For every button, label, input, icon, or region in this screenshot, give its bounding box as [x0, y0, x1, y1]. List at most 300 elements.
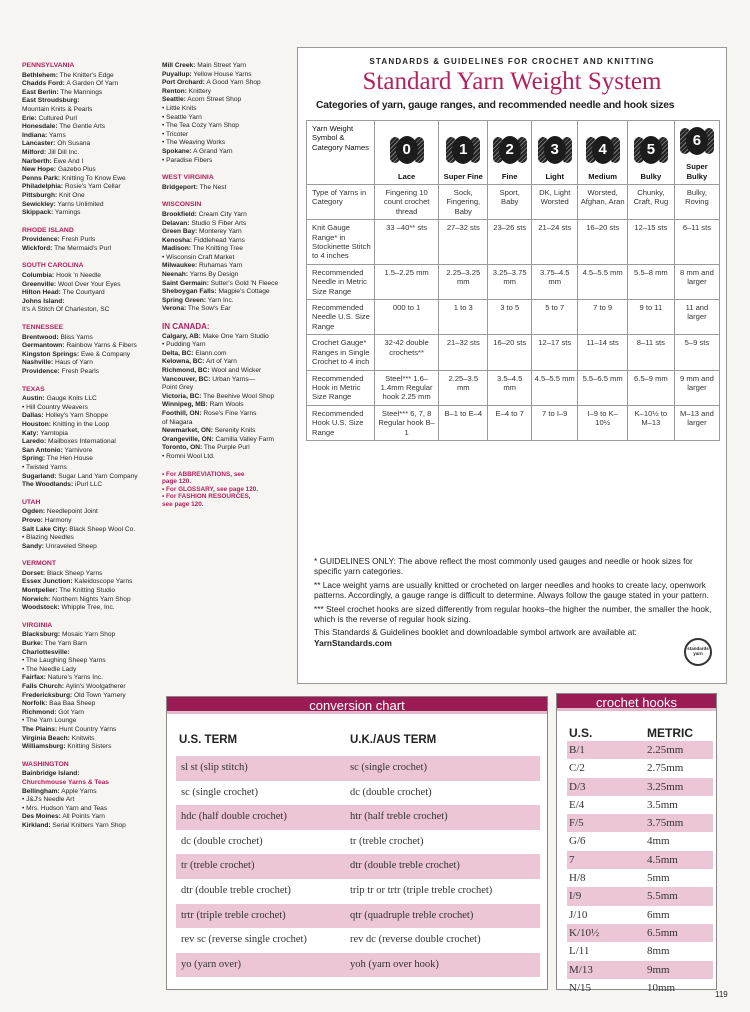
weight-name: Bulky	[640, 171, 662, 181]
store-name: Gauge Knits LLC	[46, 395, 97, 403]
note-1: * GUIDELINES ONLY: The above reflect the most commonly used gauges and needle or hook sizes for specific yarn categories.	[314, 556, 693, 577]
store-name: Ewe & Company	[81, 350, 131, 358]
store-name: Black Sheep Wool Co.	[69, 525, 136, 533]
store-entry	[162, 280, 292, 289]
store-city: Newmarket, ON:	[162, 427, 213, 435]
store-city: Columbia:	[22, 272, 55, 280]
store-city: Seattle:	[162, 96, 186, 104]
state-section	[22, 324, 160, 377]
state-section	[22, 62, 160, 218]
uk-term: qtr (quadruple treble crochet)	[350, 909, 474, 921]
store-entry	[162, 96, 292, 105]
yarn-standards-link[interactable]: YarnStandards.com	[314, 637, 392, 648]
store-name: Ewe And I	[53, 157, 84, 165]
table-cell: Steel*** 6, 7, 8 Regular hook B–1	[375, 405, 439, 440]
store-city: Skippack:	[22, 209, 54, 217]
yarn-weight-header-row	[307, 121, 720, 185]
store-entry	[22, 175, 160, 184]
store-entry	[22, 526, 160, 535]
hook-row	[567, 979, 713, 997]
state-heading: PENNSYLVANIA	[22, 62, 75, 69]
store-entry	[22, 245, 160, 254]
store-entry	[22, 298, 160, 307]
weight-name: Super Fine	[443, 171, 483, 181]
store-entry	[22, 140, 160, 149]
store-city: Blacksburg:	[22, 631, 61, 639]
hook-row	[567, 741, 713, 759]
store-name: Needlepoint Joint	[46, 508, 98, 516]
store-city: Chadds Ford:	[22, 80, 65, 88]
table-cell: 9 to 11	[627, 300, 674, 335]
store-name: The Mermaid's Purl	[54, 244, 112, 252]
store-entry	[22, 700, 160, 709]
store-city: East Stroudsburg:	[22, 97, 80, 105]
store-city: Sewickley:	[22, 200, 56, 208]
store-city: Orangeville, ON:	[162, 435, 214, 443]
table-cell: 11 and larger	[674, 300, 719, 335]
store-entry	[162, 157, 292, 166]
store-entry	[22, 158, 160, 167]
store-name: A Good Yarn Shop	[206, 79, 261, 87]
store-entry	[22, 412, 160, 421]
store-name: The Knitter's Edge	[59, 71, 114, 79]
row-label: Recommended Needle in Metric Size Range	[307, 264, 375, 299]
table-cell: 21–24 sts	[532, 220, 578, 265]
store-entry	[22, 770, 160, 779]
store-city: Williamsburg:	[22, 743, 66, 751]
hook-row	[567, 869, 713, 887]
hook-metric-size: 9mm	[647, 963, 670, 976]
state-heading: WISCONSIN	[162, 201, 202, 209]
store-city: Spring Green:	[162, 296, 206, 304]
page-number: 119	[715, 990, 728, 999]
store-name: Bliss Yarns	[60, 333, 93, 341]
table-cell: Fingering 10 count crochet thread	[375, 185, 439, 220]
store-entry	[22, 421, 160, 430]
state-heading: WASHINGTON	[22, 760, 69, 768]
weight-column-header	[439, 121, 488, 185]
store-entry	[22, 447, 160, 456]
store-name: iPurl LLC	[75, 481, 103, 489]
store-city: Foothill, ON:	[162, 409, 202, 417]
store-city: Johns Island:	[22, 297, 65, 305]
store-entry	[22, 666, 160, 675]
store-entry	[22, 89, 160, 98]
store-city: Churchmouse Yarns & Teas	[22, 778, 109, 786]
store-name: The Knitting Studio	[59, 587, 115, 595]
store-city: Philadelphia:	[22, 183, 64, 191]
weight-column-header	[627, 121, 674, 185]
weight-number: 2	[499, 136, 521, 164]
hooks-metric-header: METRIC	[647, 726, 693, 740]
store-city: Ogden:	[22, 508, 46, 516]
hook-metric-size: 6mm	[647, 908, 670, 921]
note-2: ** Lace weight yarns are usually knitted or crocheted on larger needles and hooks to create lacy, openwork patterns. Accordingly, a gauge range is difficult to determine. Always follow the gauge stated in your pattern.	[314, 579, 709, 601]
state-section	[22, 560, 160, 613]
store-name: Rose's Fine Yarns	[203, 409, 257, 417]
hook-us-size: H/8	[569, 872, 586, 885]
store-city: Renton:	[162, 87, 187, 95]
store-entry	[22, 709, 160, 718]
resource-notes	[162, 471, 292, 509]
store-entry	[162, 131, 292, 140]
store-name: Wool and Wicker	[211, 367, 262, 374]
store-entry	[162, 114, 292, 123]
row-label: Recommended Needle U.S. Size Range	[307, 300, 375, 335]
store-name: • The Yarn Lounge	[22, 717, 77, 725]
yarn-weight-row	[307, 370, 720, 405]
us-term: rev sc (reverse single crochet)	[181, 934, 307, 946]
store-entry	[22, 657, 160, 666]
weight-name: Fine	[501, 171, 518, 181]
table-cell: Worsted, Afghan, Aran	[578, 185, 627, 220]
store-city: Brentwood:	[22, 333, 59, 341]
store-name: Ram Wools	[209, 401, 244, 409]
store-city: Greenville:	[22, 280, 57, 288]
store-name: The Beehive Wool Shop	[203, 392, 275, 400]
store-name: Elann.com	[195, 349, 227, 357]
store-city: Woodstock:	[22, 604, 60, 612]
store-entry	[22, 359, 160, 368]
standards-subtitle: Categories of yarn, gauge ranges, and recommended needle and hook sizes	[316, 100, 675, 111]
store-entry	[22, 97, 160, 106]
table-cell: 8–11 sts	[627, 335, 674, 370]
store-name: Oh Susana	[57, 140, 91, 148]
row-label: Crochet Gauge* Ranges in Single Crochet to 4 inch	[307, 335, 375, 370]
store-city: Bethlehem:	[22, 71, 58, 79]
table-cell: 27–32 sts	[439, 220, 488, 265]
uk-term: htr (half treble crochet)	[350, 811, 448, 823]
store-name: Holley's Yarn Shoppe	[45, 412, 109, 420]
store-city: Germantown:	[22, 342, 65, 350]
store-city: Winnipeg, MB:	[162, 401, 208, 409]
store-entry	[22, 368, 160, 377]
store-city: Lancaster:	[22, 140, 56, 148]
store-name: A Garden Of Yarn	[66, 80, 119, 88]
us-term: dc (double crochet)	[181, 835, 263, 847]
store-entry	[162, 228, 292, 237]
store-name: Northern Nights Yarn Shop	[52, 595, 131, 603]
hook-us-size: 7	[569, 853, 575, 866]
store-name: Black Sheep Yarns	[46, 569, 103, 577]
state-section	[162, 201, 292, 314]
store-entry	[22, 570, 160, 579]
state-heading: UTAH	[22, 498, 41, 506]
table-cell: 1 to 3	[439, 300, 488, 335]
table-cell: 5 to 7	[532, 300, 578, 335]
store-entry	[162, 211, 292, 220]
weight-number: 1	[452, 136, 474, 164]
store-name: • The Weaving Works	[162, 139, 226, 147]
store-city: Essex Junction:	[22, 578, 73, 586]
store-name: Baa Baa Sheep	[49, 700, 96, 708]
store-name: Point Grey	[162, 384, 194, 392]
store-city: Salt Lake City:	[22, 525, 68, 533]
table-cell: 1.5–2.25 mm	[375, 264, 439, 299]
store-city: Virginia Beach:	[22, 734, 70, 742]
uk-term-header: U.K./AUS TERM	[350, 734, 437, 746]
store-name: Fresh Purls	[61, 236, 96, 244]
store-entry	[22, 735, 160, 744]
table-cell: 4.5–5.5 mm	[578, 264, 627, 299]
store-city: Saint Germain:	[162, 279, 209, 287]
store-city: Des Moines:	[22, 813, 61, 821]
store-entry	[22, 640, 160, 649]
store-entry	[22, 743, 160, 752]
table-cell: E–4 to 7	[488, 405, 532, 440]
store-city: Calgary, AB:	[162, 332, 201, 340]
store-entry	[162, 105, 292, 114]
us-term: trtr (triple treble crochet)	[181, 909, 286, 921]
store-name: • J&J's Needle Art	[22, 796, 75, 804]
store-entry	[22, 281, 160, 290]
store-name: Harmony	[44, 516, 72, 524]
footer-note	[314, 627, 714, 648]
store-name: • Paradise Fibers	[162, 156, 213, 164]
state-section	[162, 323, 292, 462]
store-name: Yarn Inc.	[207, 296, 234, 304]
standard-yarn-weight-panel	[297, 47, 727, 684]
hook-row	[567, 906, 713, 924]
store-name: Apple Yarns	[61, 787, 97, 795]
weight-column-header	[488, 121, 532, 185]
table-cell: 33 –40** sts	[375, 220, 439, 265]
weight-number: 3	[544, 136, 566, 164]
store-city: Madison:	[162, 245, 191, 253]
store-name: • Tricoter	[162, 130, 189, 138]
store-entry	[22, 587, 160, 596]
resource-note: see page 120.	[162, 500, 204, 508]
standards-supertitle: STANDARDS & GUIDELINES FOR CROCHET AND KNITTING	[369, 57, 655, 66]
conversion-row	[176, 854, 540, 879]
weight-number: 4	[592, 136, 614, 164]
state-heading: RHODE ISLAND	[22, 226, 74, 234]
yarn-weight-row	[307, 220, 720, 265]
logo-text: standards yarn	[687, 646, 709, 656]
store-entry	[162, 297, 292, 306]
store-entry	[162, 453, 292, 462]
store-name: The Knitting Tree	[192, 245, 243, 253]
store-city: Victoria, BC:	[162, 392, 202, 400]
store-name: Kaleidoscope Yarns	[74, 578, 133, 586]
store-entry	[22, 683, 160, 692]
store-name: Serenity Knits	[214, 427, 256, 435]
store-name: Yarnings	[54, 209, 81, 217]
hook-us-size: N/15	[569, 981, 591, 994]
store-city: Richmond, BC:	[162, 367, 210, 374]
store-entry	[22, 395, 160, 404]
store-entry	[162, 88, 292, 97]
hook-us-size: K/10½	[569, 926, 600, 939]
table-cell: 6.5–9 mm	[627, 370, 674, 405]
store-city: The Plains:	[22, 725, 58, 733]
store-entry	[162, 245, 292, 254]
store-entry	[162, 410, 292, 419]
store-entry	[162, 444, 292, 453]
store-name: Knittery	[188, 87, 212, 95]
store-city: Providence:	[22, 368, 60, 375]
table-cell: 5.5–8 mm	[627, 264, 674, 299]
store-entry	[22, 334, 160, 343]
yarn-weight-row	[307, 185, 720, 220]
store-city: Neenah:	[162, 271, 189, 279]
store-city: Kelowna, BC:	[162, 358, 205, 366]
store-entry	[162, 305, 292, 314]
store-name: Knitting in the Loop	[52, 420, 110, 428]
store-name: Yarntopia	[40, 429, 68, 437]
store-city: Dorset:	[22, 569, 46, 577]
uk-term: yoh (yarn over hook)	[350, 958, 439, 970]
table-cell: 6–11 sts	[674, 220, 719, 265]
state-section	[22, 622, 160, 752]
table-cell: 8 mm and larger	[674, 264, 719, 299]
store-entry	[22, 404, 160, 413]
state-section	[22, 499, 160, 552]
store-name: • The Needle Lady	[22, 665, 77, 673]
hook-us-size: D/3	[569, 780, 586, 793]
yarn-weight-table	[306, 120, 720, 441]
store-entry	[22, 796, 160, 805]
state-heading: WEST VIRGINIA	[162, 174, 214, 182]
store-entry	[22, 596, 160, 605]
conversion-row	[176, 781, 540, 806]
store-name: • Hill Country Weavers	[22, 403, 88, 411]
store-city: Bridgeport:	[162, 183, 198, 191]
store-city: Sandy:	[22, 542, 44, 550]
resource-note: • For FASHION RESOURCES,	[162, 493, 251, 501]
store-city: Penns Park:	[22, 174, 61, 182]
store-city: Kingston Springs:	[22, 350, 80, 358]
store-entry	[162, 62, 292, 71]
store-list-column-2	[162, 62, 292, 509]
store-name: The Sow's Ear	[187, 305, 231, 313]
table-cell: 5–9 sts	[674, 335, 719, 370]
store-name: A Grand Yarn	[193, 147, 233, 155]
store-name: Yarnivore	[64, 446, 93, 454]
hook-metric-size: 5mm	[647, 872, 670, 885]
footer-text: This Standards & Guidelines booklet and downloadable symbol artwork are available at:	[314, 627, 637, 638]
hook-row	[567, 759, 713, 777]
store-name: The Mannings	[60, 88, 103, 96]
store-list-column-1	[22, 62, 160, 840]
store-name: Yarns By Design	[189, 271, 239, 279]
crochet-hooks-title: crochet hooks	[557, 694, 716, 711]
store-entry	[22, 578, 160, 587]
table-cell: 3.25–3.75 mm	[488, 264, 532, 299]
store-name: Jill Dill Inc.	[48, 148, 80, 156]
store-city: Toronto, ON:	[162, 444, 203, 452]
store-name: Monterey Yarn	[199, 228, 242, 236]
store-city: New Hope:	[22, 166, 57, 174]
store-name: Unraveled Sheep	[45, 542, 97, 550]
table-cell: 000 to 1	[375, 300, 439, 335]
state-section	[22, 386, 160, 490]
store-city: Fredericksburg:	[22, 691, 73, 699]
table-cell: 7 to 9	[578, 300, 627, 335]
store-entry	[22, 209, 160, 218]
table-cell: 3.75–4.5 mm	[532, 264, 578, 299]
hook-metric-size: 10mm	[647, 981, 676, 994]
store-city: Norfolk:	[22, 700, 48, 708]
store-entry	[162, 341, 292, 350]
yarn-weight-row	[307, 264, 720, 299]
store-city: Wickford:	[22, 244, 53, 252]
state-section	[22, 761, 160, 831]
store-name: Aylin's Woolgatherer	[65, 683, 126, 690]
weight-3-icon	[537, 135, 573, 165]
store-entry	[22, 272, 160, 281]
conversion-row	[176, 904, 540, 929]
weight-name: Light	[545, 171, 564, 181]
store-entry	[22, 166, 160, 175]
store-city: Burke:	[22, 640, 43, 648]
us-term: sl st (slip stitch)	[181, 762, 248, 773]
table-cell: 7 to I–9	[532, 405, 578, 440]
store-city: Erie:	[22, 114, 37, 122]
store-name: Fresh Pearls	[61, 368, 99, 375]
hooks-us-header: U.S.	[569, 726, 593, 740]
yarn-weight-row	[307, 405, 720, 440]
us-term: hdc (half double crochet)	[181, 811, 287, 823]
store-name: Ruhamas Yarn	[199, 262, 243, 270]
weight-2-icon	[492, 135, 528, 165]
store-entry	[22, 822, 160, 831]
store-name: Whipple Tree, Inc.	[61, 604, 115, 612]
state-heading: SOUTH CAROLINA	[22, 262, 84, 270]
store-entry	[22, 306, 160, 315]
conversion-row	[176, 953, 540, 978]
store-name: • Wisconsin Craft Market	[162, 253, 235, 261]
yarn-standards-logo	[684, 638, 712, 666]
row-label: Type of Yarns in Category	[307, 185, 375, 220]
hook-us-size: I/9	[569, 890, 582, 903]
store-entry	[162, 427, 292, 436]
store-entry	[162, 436, 292, 445]
store-city: Bainbridge Island:	[22, 770, 80, 778]
store-city: Milwaukee:	[162, 262, 198, 270]
store-name: of Niagara	[162, 418, 193, 426]
store-city: Montpelier:	[22, 587, 58, 595]
store-city: Honesdale:	[22, 123, 58, 131]
store-entry	[162, 184, 292, 193]
table-cell: 3.5–4.5 mm	[488, 370, 532, 405]
hook-us-size: J/10	[569, 908, 588, 921]
weight-4-icon	[585, 135, 621, 165]
store-name: • The Laughing Sheep Yarns	[22, 657, 106, 665]
yarn-weight-row	[307, 335, 720, 370]
store-city: Kenosha:	[162, 236, 193, 244]
store-city: Delta, BC:	[162, 349, 194, 357]
store-name: Knit One	[59, 191, 85, 199]
store-name: • Little Knits	[162, 104, 197, 112]
store-name: • Seattle Yarn	[162, 113, 202, 121]
weight-column-header	[674, 121, 719, 185]
store-city: Falls Church:	[22, 683, 65, 690]
store-name: • Romni Wool Ltd.	[162, 452, 215, 460]
store-city: Richmond:	[22, 708, 57, 716]
store-entry	[22, 473, 160, 482]
store-entry	[22, 481, 160, 490]
store-name: Gazebo Plus	[57, 166, 96, 174]
us-term: dtr (double treble crochet)	[181, 884, 291, 896]
weight-number: 6	[686, 127, 708, 155]
hook-row	[567, 887, 713, 905]
store-entry	[22, 115, 160, 124]
table-cell: Bulky, Roving	[674, 185, 719, 220]
store-entry	[22, 236, 160, 245]
state-heading: VERMONT	[22, 560, 56, 568]
hook-us-size: M/13	[569, 963, 593, 976]
